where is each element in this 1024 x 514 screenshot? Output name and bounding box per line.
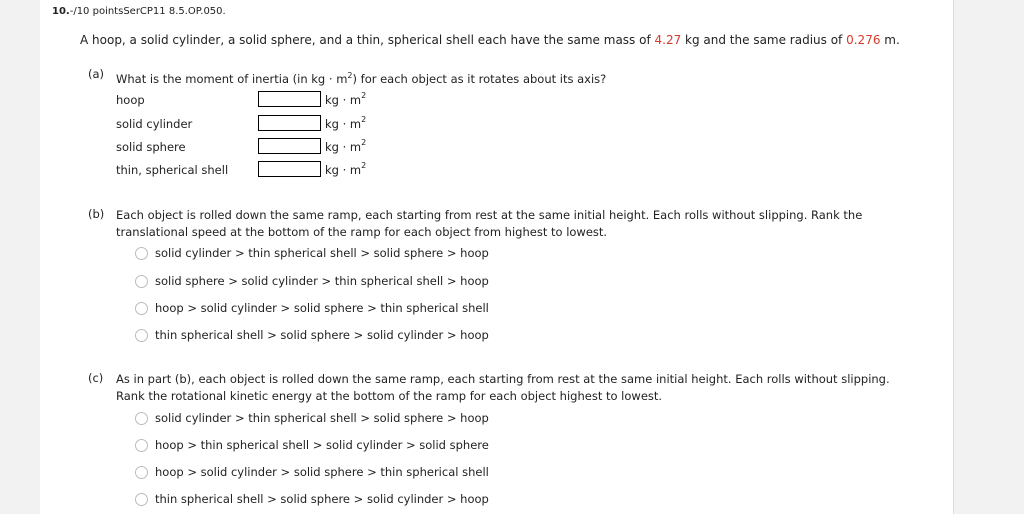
part-c-prompt-line-1: As in part (b), each object is rolled down the same ramp, each starting from rest at the same initial height. Each rolls without slipping. bbox=[116, 372, 890, 386]
part-b-prompt-line-1: Each object is rolled down the same ramp, each starting from rest at the same initial height. Each rolls without slipping. Rank the bbox=[116, 208, 863, 222]
b-option-4-label[interactable]: thin spherical shell > solid sphere > solid cylinder > hoop bbox=[155, 328, 489, 342]
problem-mid: kg and the same radius of bbox=[681, 33, 847, 47]
question-meta: -/10 pointsSerCP11 8.5.OP.050. bbox=[69, 6, 226, 17]
part-a-prompt-pre: What is the moment of inertia (in kg · m bbox=[116, 71, 348, 86]
unit-exponent: 2 bbox=[361, 138, 367, 147]
answer-input-hoop[interactable] bbox=[258, 91, 321, 107]
radio-c-option-2[interactable] bbox=[135, 439, 148, 452]
right-margin bbox=[953, 0, 1024, 514]
radio-b-option-2[interactable] bbox=[135, 275, 148, 288]
unit-text: kg · m bbox=[325, 116, 362, 131]
part-a-prompt-post: ) for each object as it rotates about its axis? bbox=[352, 71, 607, 86]
part-c-label: (c) bbox=[88, 371, 104, 385]
answer-input-solid-cylinder[interactable] bbox=[258, 115, 321, 131]
part-c-prompt bbox=[116, 371, 946, 405]
question-header bbox=[52, 6, 226, 17]
unit-solid-sphere bbox=[325, 139, 366, 154]
radio-b-option-1[interactable] bbox=[135, 247, 148, 260]
c-option-1-label[interactable]: solid cylinder > thin spherical shell > solid sphere > hoop bbox=[155, 411, 489, 425]
part-b-prompt bbox=[116, 207, 946, 241]
radio-c-option-4[interactable] bbox=[135, 493, 148, 506]
problem-statement bbox=[80, 33, 900, 47]
radio-c-option-3[interactable] bbox=[135, 466, 148, 479]
c-option-2-label[interactable]: hoop > thin spherical shell > solid cylinder > solid sphere bbox=[155, 438, 489, 452]
problem-intro: A hoop, a solid cylinder, a solid sphere, and a thin, spherical shell each have the same mass of bbox=[80, 33, 655, 47]
radio-b-option-3[interactable] bbox=[135, 302, 148, 315]
problem-end: m. bbox=[880, 33, 900, 47]
row-label-solid-cylinder: solid cylinder bbox=[116, 117, 193, 131]
row-label-hoop: hoop bbox=[116, 93, 145, 107]
part-a-prompt-sup: 2 bbox=[347, 71, 353, 80]
radio-b-option-4[interactable] bbox=[135, 329, 148, 342]
part-a-label: (a) bbox=[88, 67, 105, 81]
part-b-prompt-line-2: translational speed at the bottom of the ramp for each object from highest to lowest. bbox=[116, 225, 608, 239]
unit-exponent: 2 bbox=[361, 161, 367, 170]
part-b-label: (b) bbox=[88, 207, 105, 221]
unit-text: kg · m bbox=[325, 162, 362, 177]
b-option-2-label[interactable]: solid sphere > solid cylinder > thin spherical shell > hoop bbox=[155, 274, 489, 288]
answer-input-thin-spherical-shell[interactable] bbox=[258, 161, 321, 177]
b-option-3-label[interactable]: hoop > solid cylinder > solid sphere > thin spherical shell bbox=[155, 301, 489, 315]
mass-value: 4.27 bbox=[654, 33, 682, 47]
b-option-1-label[interactable]: solid cylinder > thin spherical shell > solid sphere > hoop bbox=[155, 246, 489, 260]
answer-input-solid-sphere[interactable] bbox=[258, 138, 321, 154]
row-label-thin-spherical-shell: thin, spherical shell bbox=[116, 163, 229, 177]
question-number: 10. bbox=[52, 6, 70, 17]
unit-thin-spherical-shell bbox=[325, 162, 366, 177]
unit-exponent: 2 bbox=[361, 91, 367, 100]
c-option-3-label[interactable]: hoop > solid cylinder > solid sphere > thin spherical shell bbox=[155, 465, 489, 479]
part-c-prompt-line-2: Rank the rotational kinetic energy at the bottom of the ramp for each object highest to lowest. bbox=[116, 389, 663, 403]
part-a-prompt bbox=[116, 67, 946, 88]
radio-c-option-1[interactable] bbox=[135, 412, 148, 425]
c-option-4-label[interactable]: thin spherical shell > solid sphere > solid cylinder > hoop bbox=[155, 492, 489, 506]
unit-text: kg · m bbox=[325, 139, 362, 154]
row-label-solid-sphere: solid sphere bbox=[116, 140, 186, 154]
radius-value: 0.276 bbox=[846, 33, 881, 47]
left-margin bbox=[0, 0, 41, 514]
unit-text: kg · m bbox=[325, 92, 362, 107]
unit-solid-cylinder bbox=[325, 116, 366, 131]
unit-exponent: 2 bbox=[361, 115, 367, 124]
unit-hoop bbox=[325, 92, 366, 107]
